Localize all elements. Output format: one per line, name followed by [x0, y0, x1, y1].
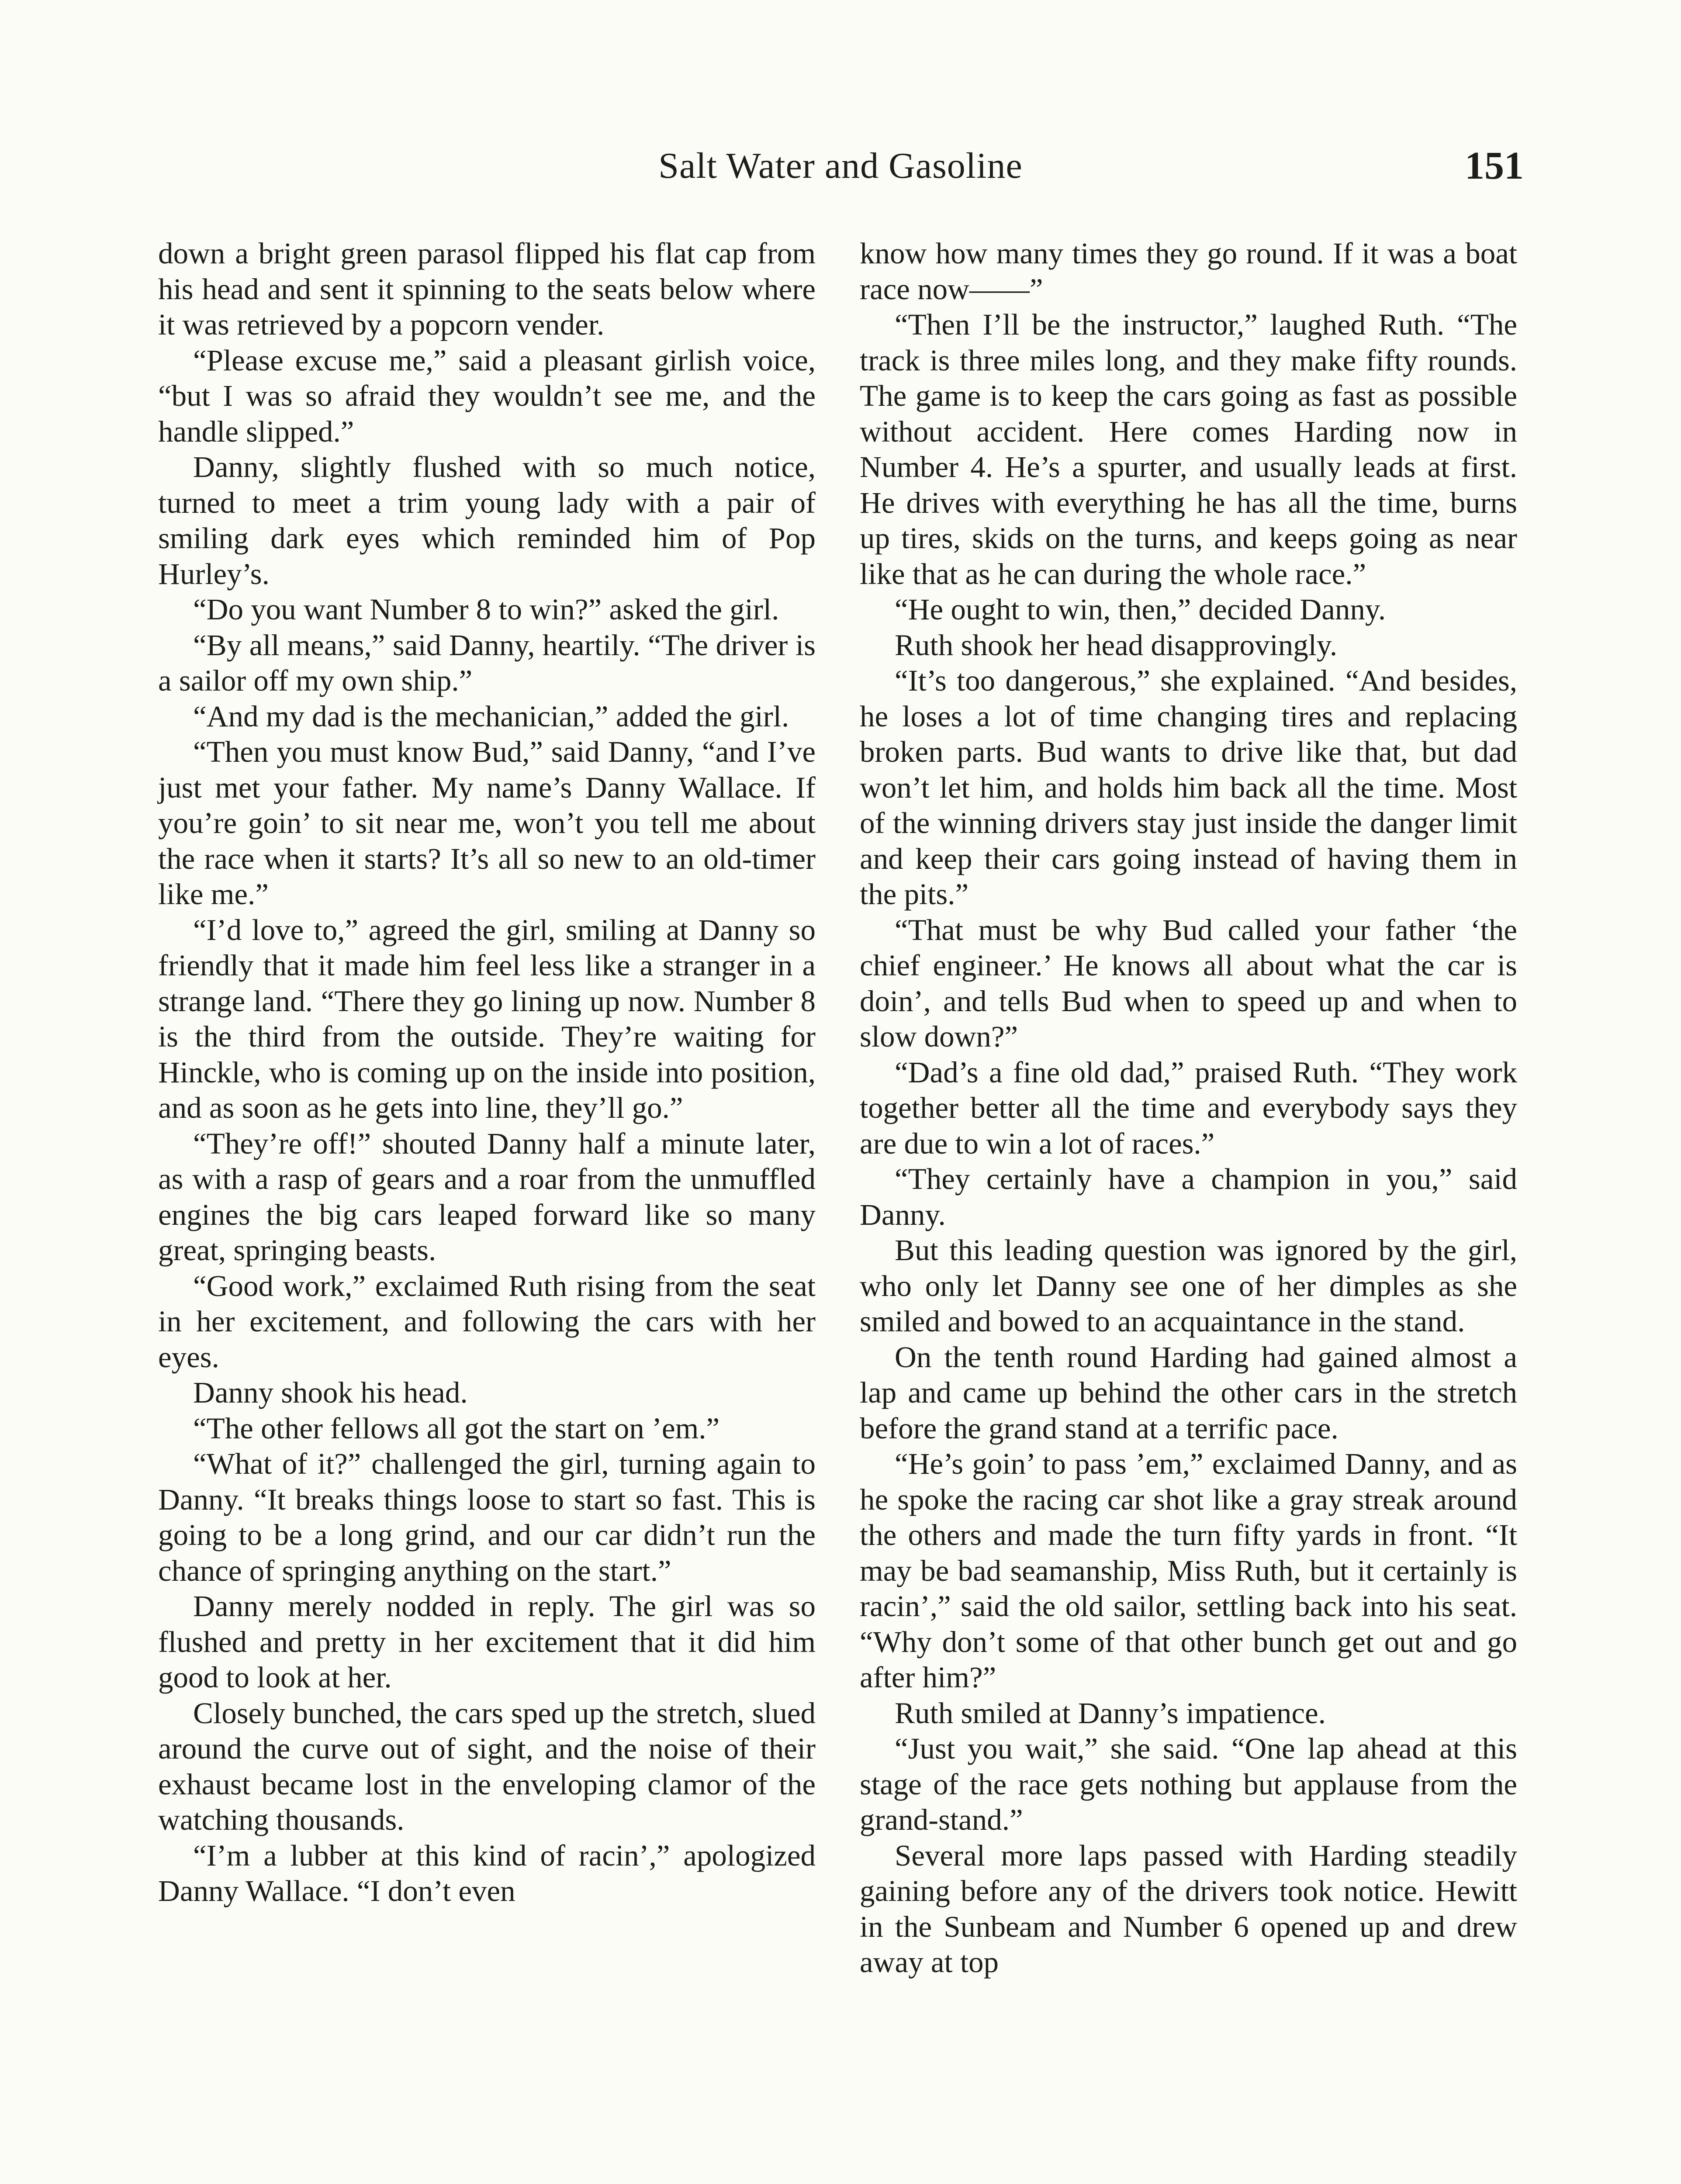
text-column-left	[158, 236, 816, 1909]
paragraph: “It’s too dangerous,” she explained. “And besides, he loses a lot of time changing tires and replacing broken parts. Bud wants to drive like that, but dad won’t let him, and holds him back all the time. Most of the winning drivers stay just inside the danger limit and keep their cars going instead of having them in the pits.”	[860, 664, 1517, 911]
paragraph: “I’d love to,” agreed the girl, smiling at Danny so friendly that it made him feel less like a stranger in a strange land. “There they go lining up now. Number 8 is the third from the outside. They’re waiting for Hinckle, who is coming up on the inside into position, and as soon as he gets into line, they’ll go.”	[158, 913, 816, 1124]
paragraph: Several more laps passed with Harding steadily gaining before any of the drivers took notice. Hewitt in the Sunbeam and Number 6 opened up and drew away at top	[860, 1838, 1517, 1979]
paragraph: “Dad’s a fine old dad,” praised Ruth. “They work together better all the time and everybody says they are due to win a lot of races.”	[860, 1055, 1517, 1160]
paragraph: down a bright green parasol flipped his flat cap from his head and sent it spinning to the seats below where it was retrieved by a popcorn vender.	[158, 237, 816, 341]
running-title: Salt Water and Gasoline	[658, 145, 1023, 186]
paragraph: “He’s goin’ to pass ’em,” exclaimed Danny, and as he spoke the racing car shot like a gray streak around the others and made the turn fifty yards in front. “It may be bad seamanship, Miss Ruth, but it certainly is racin’,” said the old sailor, settling back into his seat. “Why don’t some of that other bunch get out and go after him?”	[860, 1447, 1517, 1694]
paragraph: “I’m a lubber at this kind of racin’,” apologized Danny Wallace. “I don’t even	[158, 1838, 816, 1908]
paragraph: “Just you wait,” she said. “One lap ahead at this stage of the race gets nothing but applause from the grand-stand.”	[860, 1732, 1517, 1836]
paragraph: know how many times they go round. If it was a boat race now——”	[860, 237, 1517, 306]
paragraph: “Do you want Number 8 to win?” asked the girl.	[193, 593, 779, 626]
paragraph: “The other fellows all got the start on ’em.”	[193, 1411, 720, 1445]
paragraph: “Then I’ll be the instructor,” laughed Ruth. “The track is three miles long, and they make fifty rounds. The game is to keep the cars going as fast as possible without accident. Here comes Harding now in Number 4. He’s a spurter, and usually leads at first. He drives with everything he has all the time, burns up tires, skids on the turns, and keeps going as near like that as he can during the whole race.”	[860, 308, 1517, 591]
paragraph: Danny, slightly flushed with so much notice, turned to meet a trim young lady with a pair of smiling dark eyes which reminded him of Pop Hurley’s.	[158, 450, 816, 591]
running-header	[157, 140, 1524, 201]
paragraph: “He ought to win, then,” decided Danny.	[895, 593, 1386, 626]
text-column-right	[860, 236, 1517, 1980]
paragraph: On the tenth round Harding had gained almost a lap and came up behind the other cars in the stretch before the grand stand at a terrific pace.	[860, 1340, 1517, 1445]
paragraph: “Please excuse me,” said a pleasant girlish voice, “but I was so afraid they wouldn’t see me, and the handle slipped.”	[158, 343, 816, 448]
paragraph: “They certainly have a champion in you,” said Danny.	[860, 1162, 1517, 1231]
paragraph: Danny shook his head.	[193, 1376, 468, 1409]
paragraph: Ruth shook her head disapprovingly.	[895, 628, 1338, 662]
paragraph: “That must be why Bud called your father ‘the chief engineer.’ He knows all about what the car is doin’, and tells Bud when to speed up and when to slow down?”	[860, 913, 1517, 1053]
paragraph: Ruth smiled at Danny’s impatience.	[895, 1696, 1326, 1730]
paragraph: “Then you must know Bud,” said Danny, “and I’ve just met your father. My name’s Danny Wallace. If you’re goin’ to sit near me, won’t you tell me about the race when it starts? It’s all so new to an old-timer like me.”	[158, 735, 816, 911]
paragraph: “What of it?” challenged the girl, turning again to Danny. “It breaks things loose to start so fast. This is going to be a long grind, and our car didn’t run the chance of springing anything on the start.”	[158, 1447, 816, 1587]
paragraph: “By all means,” said Danny, heartily. “The driver is a sailor off my own ship.”	[158, 628, 816, 697]
page-number: 151	[1465, 144, 1524, 187]
paragraph: Danny merely nodded in reply. The girl was so flushed and pretty in her excitement that it did him good to look at her.	[158, 1590, 816, 1694]
paragraph: “They’re off!” shouted Danny half a minute later, as with a rasp of gears and a roar from the unmuffled engines the big cars leaped forward like so many great, springing beasts.	[158, 1127, 816, 1267]
paragraph: “And my dad is the mechanician,” added the girl.	[193, 699, 789, 733]
paragraph: Closely bunched, the cars sped up the stretch, slued around the curve out of sight, and the noise of their exhaust became lost in the enveloping clamor of the watching thousands.	[158, 1696, 816, 1836]
paragraph: But this leading question was ignored by the girl, who only let Danny see one of her dimples as she smiled and bowed to an acquaintance in the stand.	[860, 1234, 1517, 1338]
paragraph: “Good work,” exclaimed Ruth rising from the seat in her excitement, and following the cars with her eyes.	[158, 1269, 816, 1374]
